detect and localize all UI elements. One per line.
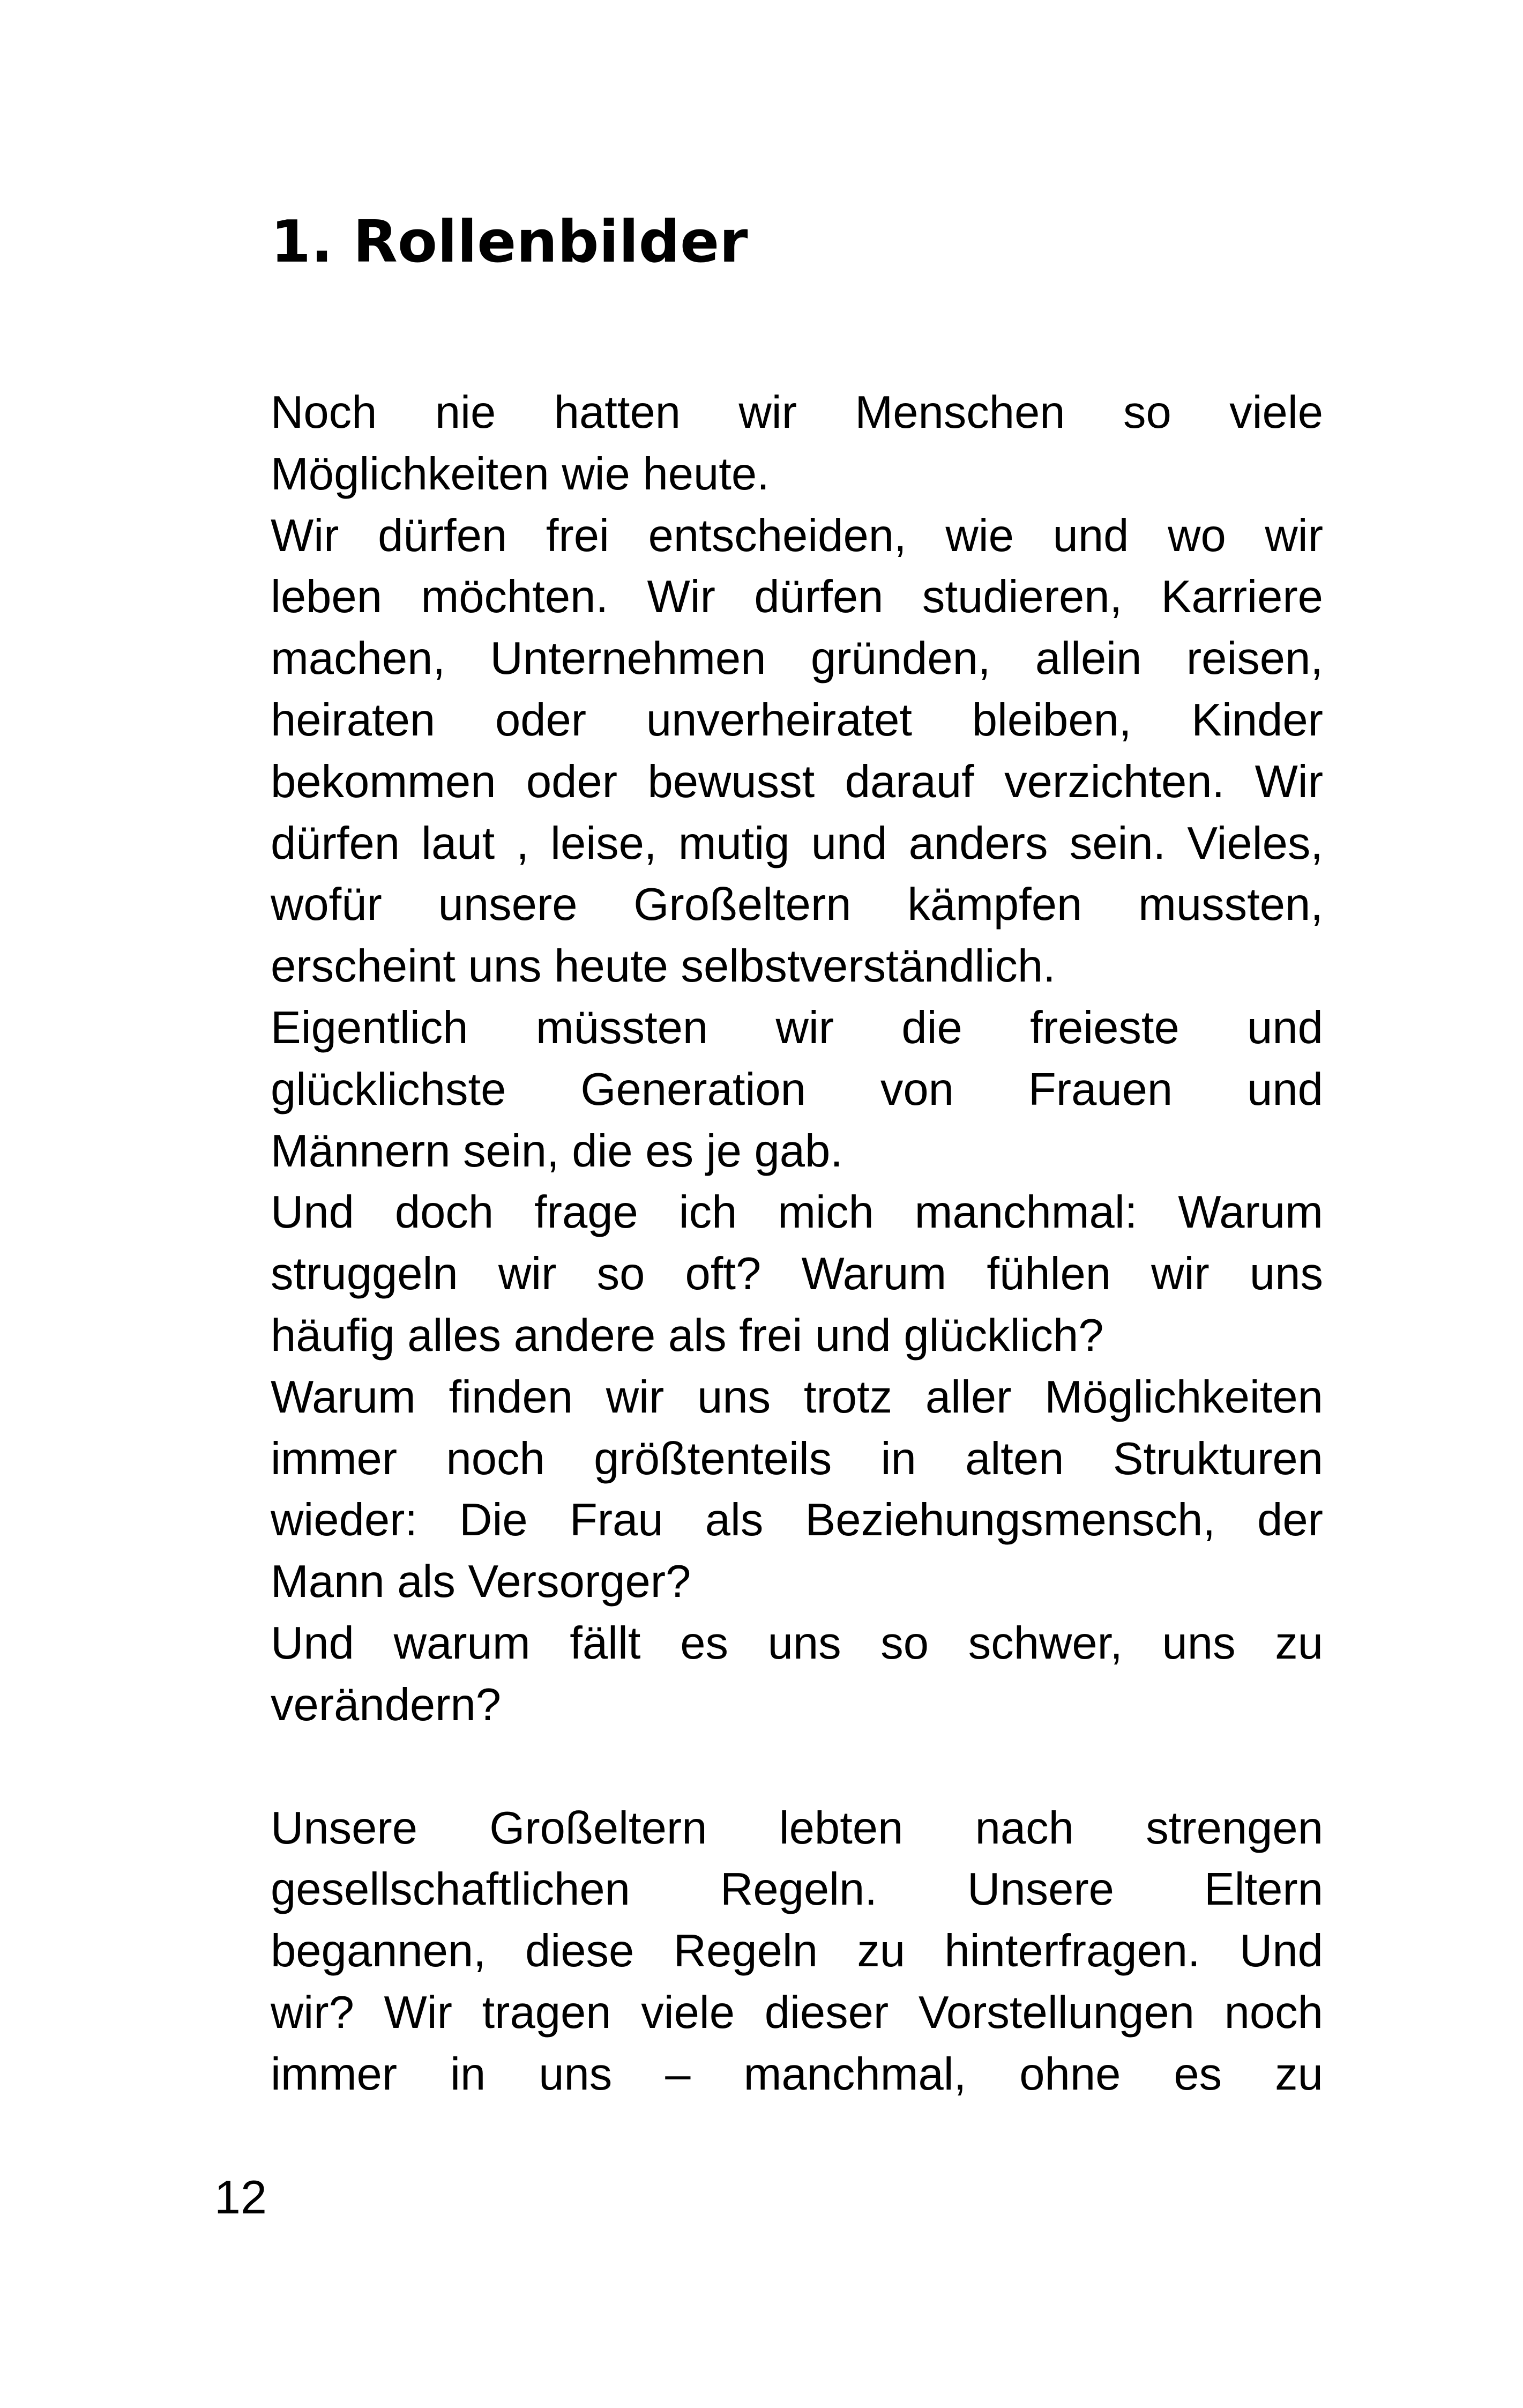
word: Eigentlich bbox=[271, 1002, 468, 1053]
word: diese bbox=[525, 1926, 634, 1976]
text-line bbox=[271, 1921, 1323, 1982]
word: Frauen bbox=[1028, 1064, 1173, 1115]
word: Und bbox=[271, 1618, 354, 1669]
word: Noch bbox=[271, 387, 377, 438]
text-line: verändern? bbox=[271, 1679, 502, 1730]
text-line bbox=[271, 1182, 1323, 1243]
word: wir bbox=[738, 387, 797, 438]
word: aller bbox=[925, 1372, 1012, 1423]
word: bewusst bbox=[647, 756, 815, 807]
chapter-title: 1. Rollenbilder bbox=[271, 209, 748, 276]
word: fällt bbox=[570, 1618, 641, 1669]
word: uns bbox=[1162, 1618, 1236, 1669]
word: darauf bbox=[845, 756, 974, 807]
word: mussten, bbox=[1138, 879, 1323, 930]
word: lebten bbox=[779, 1803, 904, 1854]
word: Frau bbox=[569, 1495, 663, 1545]
word: hatten bbox=[554, 387, 681, 438]
word: hinterfragen. bbox=[944, 1926, 1200, 1976]
text-line bbox=[271, 1490, 1323, 1551]
word: wir bbox=[775, 1002, 834, 1053]
text-line bbox=[271, 874, 1323, 935]
word: gesellschaftlichen bbox=[271, 1864, 630, 1915]
word: uns bbox=[767, 1618, 841, 1669]
word: größtenteils bbox=[594, 1433, 832, 1484]
text-line bbox=[271, 1059, 1323, 1120]
word: Eltern bbox=[1204, 1864, 1323, 1915]
text-line bbox=[271, 1367, 1323, 1428]
word: oder bbox=[495, 695, 587, 746]
text-line: Mann als Versorger? bbox=[271, 1556, 691, 1607]
word: Warum bbox=[271, 1372, 416, 1423]
word: manchmal, bbox=[743, 2049, 967, 2100]
word: und bbox=[1247, 1064, 1323, 1115]
word: Die bbox=[459, 1495, 528, 1545]
word: frage bbox=[534, 1187, 638, 1238]
word: uns bbox=[1249, 1248, 1323, 1299]
word: viele bbox=[641, 1987, 735, 2038]
word: unsere bbox=[438, 879, 578, 930]
word: Möglichkeiten bbox=[1044, 1372, 1323, 1423]
word: gründen, bbox=[810, 633, 991, 684]
word: Vieles, bbox=[1187, 818, 1323, 869]
word: Großeltern bbox=[633, 879, 852, 930]
word: Unsere bbox=[967, 1864, 1114, 1915]
word: dieser bbox=[764, 1987, 889, 2038]
word: warum bbox=[393, 1618, 531, 1669]
word: machen, bbox=[271, 633, 446, 684]
word: wieder: bbox=[271, 1495, 418, 1545]
word: wir bbox=[1265, 510, 1323, 561]
word: oder bbox=[526, 756, 618, 807]
text-line bbox=[271, 382, 1323, 443]
word: Wir bbox=[271, 510, 339, 561]
word: uns bbox=[539, 2049, 613, 2100]
word: und bbox=[1247, 1002, 1323, 1053]
word: immer bbox=[271, 2049, 398, 2100]
text-line bbox=[271, 1613, 1323, 1674]
word: wir bbox=[1151, 1248, 1210, 1299]
word: immer bbox=[271, 1433, 398, 1484]
word: zu bbox=[1275, 2049, 1323, 2100]
word: struggeln bbox=[271, 1248, 458, 1299]
word: finden bbox=[449, 1372, 573, 1423]
word: viele bbox=[1229, 387, 1323, 438]
word: Unsere bbox=[271, 1803, 418, 1854]
word: leise, bbox=[550, 818, 657, 869]
word: nach bbox=[975, 1803, 1074, 1854]
word: leben bbox=[271, 571, 382, 622]
word: müssten bbox=[535, 1002, 708, 1053]
word: Wir bbox=[384, 1987, 452, 2038]
word: wie bbox=[945, 510, 1014, 561]
word: es bbox=[680, 1618, 728, 1669]
word: wo bbox=[1168, 510, 1226, 561]
word: fühlen bbox=[987, 1248, 1111, 1299]
text-line bbox=[271, 1798, 1323, 1859]
text-line: erscheint uns heute selbstverständlich. bbox=[271, 941, 1056, 992]
word: studieren, bbox=[922, 571, 1123, 622]
text-line bbox=[271, 1982, 1323, 2043]
word: begannen, bbox=[271, 1926, 486, 1976]
word: noch bbox=[446, 1433, 545, 1484]
word: Vorstellungen bbox=[918, 1987, 1194, 2038]
word: Generation bbox=[580, 1064, 806, 1115]
word: so bbox=[880, 1618, 929, 1669]
text-line bbox=[271, 690, 1323, 751]
text-line bbox=[271, 2044, 1323, 2105]
word: laut bbox=[421, 818, 495, 869]
word: anders bbox=[908, 818, 1048, 869]
text-line bbox=[271, 628, 1323, 689]
word: Regeln bbox=[673, 1926, 818, 1976]
word: Kinder bbox=[1191, 695, 1323, 746]
text-line bbox=[271, 1859, 1323, 1920]
text-line: Möglichkeiten wie heute. bbox=[271, 449, 770, 500]
word: und bbox=[1052, 510, 1129, 561]
word: entscheiden, bbox=[648, 510, 907, 561]
word: die bbox=[901, 1002, 962, 1053]
word: freieste bbox=[1030, 1002, 1179, 1053]
word: in bbox=[450, 2049, 486, 2100]
word: mutig bbox=[678, 818, 790, 869]
word: der bbox=[1257, 1495, 1323, 1545]
word: dürfen bbox=[378, 510, 507, 561]
word: sein. bbox=[1069, 818, 1166, 869]
word: wir bbox=[606, 1372, 665, 1423]
word: Großeltern bbox=[489, 1803, 707, 1854]
word: wir bbox=[498, 1248, 557, 1299]
word: wofür bbox=[271, 879, 382, 930]
word: nie bbox=[435, 387, 496, 438]
word: dürfen bbox=[271, 818, 400, 869]
word: es bbox=[1174, 2049, 1222, 2100]
word: zu bbox=[1275, 1618, 1323, 1669]
word: alten bbox=[965, 1433, 1064, 1484]
word: wir? bbox=[271, 1987, 354, 2038]
page-number: 12 bbox=[214, 2171, 267, 2224]
word: frei bbox=[546, 510, 609, 561]
word: als bbox=[705, 1495, 764, 1545]
word: Menschen bbox=[855, 387, 1065, 438]
word: uns bbox=[697, 1372, 771, 1423]
word: Karriere bbox=[1161, 571, 1323, 622]
word: heiraten bbox=[271, 695, 436, 746]
word: Unternehmen bbox=[490, 633, 766, 684]
word: trotz bbox=[803, 1372, 893, 1423]
word: verzichten. bbox=[1004, 756, 1225, 807]
text-line bbox=[271, 567, 1323, 628]
word: tragen bbox=[482, 1987, 611, 2038]
word: ohne bbox=[1019, 2049, 1121, 2100]
word: allein bbox=[1035, 633, 1142, 684]
text-line: Männern sein, die es je gab. bbox=[271, 1126, 843, 1177]
word: oft? bbox=[685, 1248, 762, 1299]
word: so bbox=[596, 1248, 645, 1299]
word: Wir bbox=[1255, 756, 1323, 807]
word: und bbox=[811, 818, 887, 869]
word: reisen, bbox=[1186, 633, 1323, 684]
word: unverheiratet bbox=[646, 695, 912, 746]
word: manchmal: bbox=[914, 1187, 1138, 1238]
word: – bbox=[665, 2049, 691, 2100]
text-line bbox=[271, 752, 1323, 813]
word: bleiben, bbox=[972, 695, 1132, 746]
word: glücklichste bbox=[271, 1064, 506, 1115]
word: mich bbox=[778, 1187, 874, 1238]
word: in bbox=[880, 1433, 916, 1484]
word: ich bbox=[678, 1187, 737, 1238]
word: doch bbox=[394, 1187, 494, 1238]
word: noch bbox=[1224, 1987, 1323, 2038]
word: Und bbox=[271, 1187, 354, 1238]
word: Regeln. bbox=[720, 1864, 877, 1915]
word: Warum bbox=[801, 1248, 947, 1299]
word: strengen bbox=[1146, 1803, 1323, 1854]
text-line bbox=[271, 506, 1323, 567]
text-line bbox=[271, 998, 1323, 1059]
word: von bbox=[880, 1064, 954, 1115]
word: schwer, bbox=[968, 1618, 1123, 1669]
word: so bbox=[1123, 387, 1171, 438]
word: zu bbox=[857, 1926, 906, 1976]
word: Wir bbox=[647, 571, 715, 622]
word: Strukturen bbox=[1113, 1433, 1323, 1484]
text-line bbox=[271, 1429, 1323, 1490]
word: möchten. bbox=[421, 571, 609, 622]
word: bekommen bbox=[271, 756, 496, 807]
text-line bbox=[271, 813, 1323, 874]
word: kämpfen bbox=[907, 879, 1082, 930]
word: Warum bbox=[1178, 1187, 1323, 1238]
text-line bbox=[271, 1244, 1323, 1305]
word: dürfen bbox=[754, 571, 884, 622]
word: , bbox=[516, 818, 529, 869]
word: Beziehungsmensch, bbox=[805, 1495, 1215, 1545]
text-line: häufig alles andere als frei und glücklich? bbox=[271, 1310, 1104, 1361]
word: Und bbox=[1240, 1926, 1323, 1976]
